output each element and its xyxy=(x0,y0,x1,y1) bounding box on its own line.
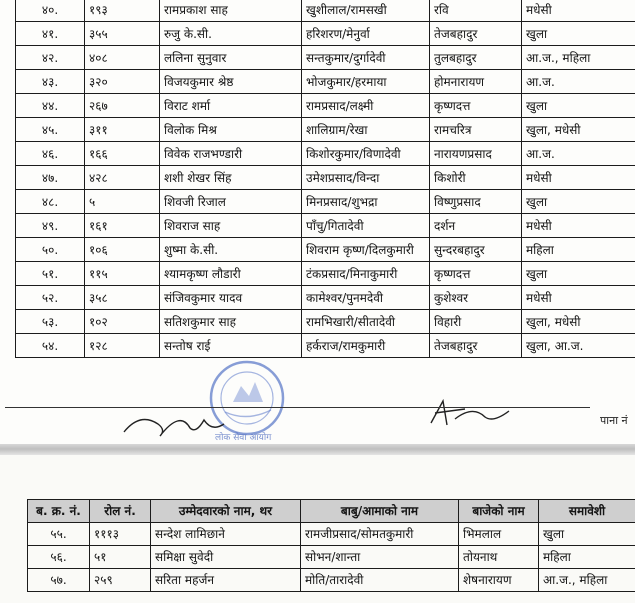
candidate-name-cell: सन्तोष राई xyxy=(160,334,302,358)
table-row xyxy=(16,286,635,310)
candidate-name-cell: विलोक मिश्र xyxy=(160,118,302,142)
footer-rule xyxy=(5,407,590,408)
page-number-label: पाना नं xyxy=(600,414,628,427)
grandfather-name-cell: नारायणप्रसाद xyxy=(430,142,522,166)
parents-name-cell: हर्कराज/रामकुमारी xyxy=(302,334,430,358)
category-cell: महिला xyxy=(539,546,635,569)
table-row xyxy=(16,214,635,238)
candidate-name-cell: सतिशकुमार साह xyxy=(160,310,302,334)
roll-number-cell: ५ xyxy=(85,190,160,214)
candidate-name-cell: शुष्मा के.सी. xyxy=(160,238,302,262)
grandfather-name-cell: दर्शन xyxy=(430,214,522,238)
parents-name-cell: मिनप्रसाद/शुभद्रा xyxy=(302,190,430,214)
candidate-name-cell: शिवजी रिजाल xyxy=(160,190,302,214)
roll-number-cell: १०६ xyxy=(85,238,160,262)
serial-cell: ४६. xyxy=(16,142,85,166)
signature-right xyxy=(425,395,515,435)
serial-cell: ४०. xyxy=(16,0,85,22)
roll-number-cell: १२८ xyxy=(85,334,160,358)
table-row xyxy=(16,334,635,358)
roll-number-cell: २६७ xyxy=(85,94,160,118)
grandfather-name-cell: होमनारायण xyxy=(430,70,522,94)
category-cell: मधेसी xyxy=(522,0,635,22)
candidate-name-cell: रुजु के.सी. xyxy=(160,22,302,46)
serial-cell: ४४. xyxy=(16,94,85,118)
parents-name-cell: पाँचु/गितादेवी xyxy=(302,214,430,238)
header-grandfather: बाजेको नाम xyxy=(459,500,539,523)
serial-cell: ४१. xyxy=(16,22,85,46)
table-row xyxy=(16,94,635,118)
parents-name-cell: खुशीलाल/रामसखी xyxy=(302,0,430,22)
serial-cell: ४५. xyxy=(16,118,85,142)
header-roll: रोल नं. xyxy=(90,500,151,523)
grandfather-name-cell: शेषनारायण xyxy=(459,569,539,592)
category-cell: मधेसी xyxy=(522,286,635,310)
category-cell: खुला, मधेसी xyxy=(522,310,635,334)
roll-number-cell: १०२ xyxy=(85,310,160,334)
serial-cell: ४८. xyxy=(16,190,85,214)
roll-number-cell: ११५ xyxy=(85,262,160,286)
parents-name-cell: कामेश्वर/पुनमदेवी xyxy=(302,286,430,310)
grandfather-name-cell: तेजबहादुर xyxy=(430,22,522,46)
roll-number-cell: २५९ xyxy=(90,569,151,592)
serial-cell: ५६. xyxy=(28,546,90,569)
candidate-name-cell: विराट शर्मा xyxy=(160,94,302,118)
category-cell: खुला xyxy=(522,22,635,46)
roll-number-cell: ३२० xyxy=(85,70,160,94)
parents-name-cell: किशोरकुमार/विणादेवी xyxy=(302,142,430,166)
serial-cell: ४२. xyxy=(16,46,85,70)
roll-number-cell: ३११ xyxy=(85,118,160,142)
candidate-name-cell: समिक्षा सुवेदी xyxy=(151,546,301,569)
parents-name-cell: टंकप्रसाद/मिनाकुमारी xyxy=(302,262,430,286)
category-cell: खुला xyxy=(539,523,635,546)
serial-cell: ५१. xyxy=(16,262,85,286)
table-row xyxy=(16,310,635,334)
category-cell: आ.ज. xyxy=(522,70,635,94)
grandfather-name-cell: रवि xyxy=(430,0,522,22)
serial-cell: ५५. xyxy=(28,523,90,546)
serial-cell: ५३. xyxy=(16,310,85,334)
header-serial: ब. क्र. नं. xyxy=(28,500,90,523)
roll-number-cell: १९३ xyxy=(85,0,160,22)
roll-number-cell: ३५८ xyxy=(85,286,160,310)
candidate-name-cell: श्यामकृष्ण लौडारी xyxy=(160,262,302,286)
candidate-name-cell: रामप्रकाश साह xyxy=(160,0,302,22)
parents-name-cell: रामजीप्रसाद/सोमतकुमारी xyxy=(301,523,459,546)
roll-number-cell: ४०८ xyxy=(85,46,160,70)
category-cell: महिला xyxy=(522,238,635,262)
grandfather-name-cell: कृष्णदत्त xyxy=(430,262,522,286)
candidate-name-cell: शशी शेखर सिंह xyxy=(160,166,302,190)
candidate-name-cell: संजिवकुमार यादव xyxy=(160,286,302,310)
stamp-text: लोक सेवा आयोग xyxy=(215,433,272,442)
header-parents: बाबु/आमाको नाम xyxy=(301,500,459,523)
category-cell: खुला xyxy=(522,94,635,118)
document-page-bottom xyxy=(0,455,635,603)
header-candidate-name: उम्मेदवारको नाम, थर xyxy=(151,500,301,523)
parents-name-cell: हरिशरण/मेनुर्वा xyxy=(302,22,430,46)
grandfather-name-cell: विष्णुप्रसाद xyxy=(430,190,522,214)
candidate-name-cell: ललिना सुनुवार xyxy=(160,46,302,70)
roll-number-cell: १६६ xyxy=(85,142,160,166)
parents-name-cell: रामभिखारी/सीतादेवी xyxy=(302,310,430,334)
category-cell: खुला, मधेसी xyxy=(522,118,635,142)
table-row xyxy=(16,166,635,190)
candidate-name-cell: सन्देश लामिछाने xyxy=(151,523,301,546)
table-row xyxy=(28,546,635,569)
roll-number-cell: ४२८ xyxy=(85,166,160,190)
grandfather-name-cell: भिमलाल xyxy=(459,523,539,546)
candidate-name-cell: विवेक राजभण्डारी xyxy=(160,142,302,166)
table-row xyxy=(16,190,635,214)
grandfather-name-cell: कुशेश्वर xyxy=(430,286,522,310)
serial-cell: ४९. xyxy=(16,214,85,238)
serial-cell: ४३. xyxy=(16,70,85,94)
category-cell: खुला, आ.ज. xyxy=(522,334,635,358)
grandfather-name-cell: किशोरी xyxy=(430,166,522,190)
grandfather-name-cell: तोयनाथ xyxy=(459,546,539,569)
serial-cell: ५४. xyxy=(16,334,85,358)
category-cell: मधेसी xyxy=(522,214,635,238)
category-cell: आ.ज., महिला xyxy=(539,569,635,592)
roll-number-cell: ५१ xyxy=(90,546,151,569)
table-row xyxy=(28,523,635,546)
grandfather-name-cell: तुलबहादुर xyxy=(430,46,522,70)
roll-number-cell: १११३ xyxy=(90,523,151,546)
serial-cell: ५७. xyxy=(28,569,90,592)
table-row xyxy=(16,142,635,166)
candidate-table-body xyxy=(16,0,635,358)
candidate-name-cell: शिवराज साह xyxy=(160,214,302,238)
table-row xyxy=(16,0,635,22)
candidate-table-page1 xyxy=(15,0,635,358)
table-row xyxy=(16,70,635,94)
header-category: समावेशी xyxy=(539,500,635,523)
roll-number-cell: १६१ xyxy=(85,214,160,238)
parents-name-cell: मोति/तारादेवी xyxy=(301,569,459,592)
grandfather-name-cell: तेजबहादुर xyxy=(430,334,522,358)
grandfather-name-cell: सुन्दरबहादुर xyxy=(430,238,522,262)
category-cell: आ.ज., महिला xyxy=(522,46,635,70)
grandfather-name-cell: कृष्णदत्त xyxy=(430,94,522,118)
roll-number-cell: ३५५ xyxy=(85,22,160,46)
signature-left xyxy=(120,402,230,442)
table-header-row xyxy=(28,500,635,523)
candidate-table-page2 xyxy=(27,499,635,592)
table-row xyxy=(16,238,635,262)
candidate-table-body xyxy=(28,523,635,592)
category-cell: मधेसी xyxy=(522,166,635,190)
page-separator xyxy=(0,444,635,455)
serial-cell: ४७. xyxy=(16,166,85,190)
table-row xyxy=(16,262,635,286)
serial-cell: ५२. xyxy=(16,286,85,310)
parents-name-cell: शिवराम कृष्ण/दिलकुमारी xyxy=(302,238,430,262)
serial-cell: ५०. xyxy=(16,238,85,262)
table-row xyxy=(16,46,635,70)
parents-name-cell: भोजकुमार/हरमाया xyxy=(302,70,430,94)
grandfather-name-cell: विहारी xyxy=(430,310,522,334)
parents-name-cell: सन्तकुमार/दुर्गादेवी xyxy=(302,46,430,70)
table-row xyxy=(28,569,635,592)
parents-name-cell: सोभन/शान्ता xyxy=(301,546,459,569)
table-row xyxy=(16,22,635,46)
parents-name-cell: उमेशप्रसाद/विन्दा xyxy=(302,166,430,190)
category-cell: आ.ज. xyxy=(522,142,635,166)
parents-name-cell: रामप्रसाद/लक्ष्मी xyxy=(302,94,430,118)
table-row xyxy=(16,118,635,142)
candidate-name-cell: विजयकुमार श्रेष्ठ xyxy=(160,70,302,94)
category-cell: खुला xyxy=(522,262,635,286)
category-cell: खुला xyxy=(522,190,635,214)
grandfather-name-cell: रामचरित्र xyxy=(430,118,522,142)
parents-name-cell: शालिग्राम/रेखा xyxy=(302,118,430,142)
candidate-name-cell: सरिता महर्जन xyxy=(151,569,301,592)
